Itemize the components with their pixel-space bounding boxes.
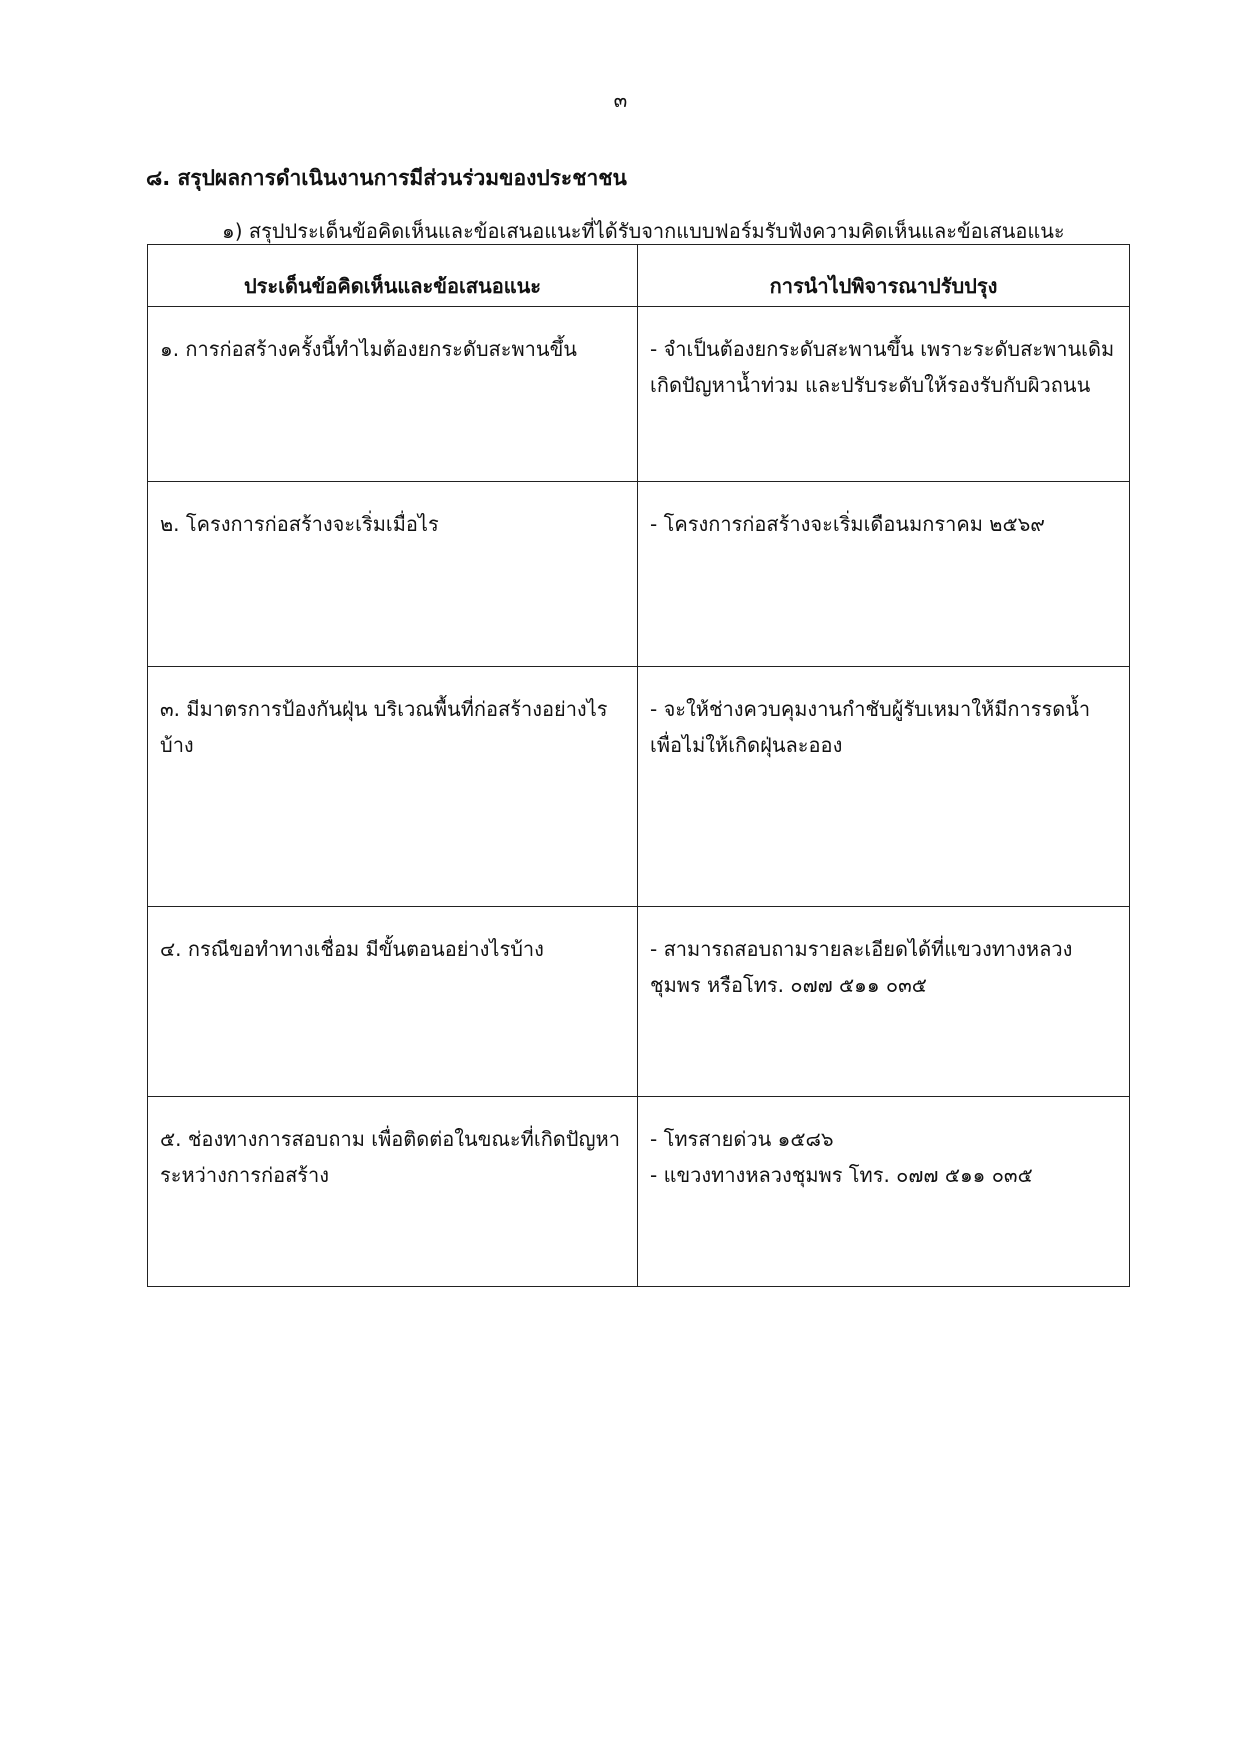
response-line: - แขวงทางหลวงชุมพร โทร. ๐๗๗ ๕๑๑ ๐๓๕ <box>650 1163 1033 1187</box>
response-cell <box>638 1097 1130 1287</box>
table-row <box>148 667 1130 907</box>
header-issues: ประเด็นข้อคิดเห็นและข้อเสนอแนะ <box>148 245 638 307</box>
response-cell <box>638 907 1130 1097</box>
summary-table <box>147 244 1130 1287</box>
response-line: - โครงการก่อสร้างจะเริ่มเดือนมกราคม ๒๕๖๙ <box>650 512 1045 536</box>
header-responses: การนำไปพิจารณาปรับปรุง <box>638 245 1130 307</box>
response-line: - สามารถสอบถามรายละเอียดได้ที่แขวงทางหลวงชุมพร หรือโทร. ๐๗๗ ๕๑๑ ๐๓๕ <box>650 937 1073 997</box>
section-heading: ๘. สรุปผลการดำเนินงานการมีส่วนร่วมของประชาชน <box>146 166 627 190</box>
response-line: - โทรสายด่วน ๑๕๘๖ <box>650 1127 834 1151</box>
table-row <box>148 307 1130 482</box>
issue-cell: ๒. โครงการก่อสร้างจะเริ่มเมื่อไร <box>148 482 638 667</box>
response-cell <box>638 307 1130 482</box>
page-number: ๓ <box>613 88 628 112</box>
issue-cell: ๕. ช่องทางการสอบถาม เพื่อติดต่อในขณะที่เกิดปัญหาระหว่างการก่อสร้าง <box>148 1097 638 1287</box>
response-line: - จะให้ช่างควบคุมงานกำชับผู้รับเหมาให้มีการรดน้ำเพื่อไม่ให้เกิดฝุ่นละออง <box>650 697 1091 757</box>
subheading: ๑) สรุปประเด็นข้อคิดเห็นและข้อเสนอแนะที่ได้รับจากแบบฟอร์มรับฟังความคิดเห็นและข้อเสนอแนะ <box>222 219 1065 243</box>
response-cell <box>638 667 1130 907</box>
issue-cell: ๓. มีมาตรการป้องกันฝุ่น บริเวณพื้นที่ก่อสร้างอย่างไรบ้าง <box>148 667 638 907</box>
issue-cell: ๔. กรณีขอทำทางเชื่อม มีขั้นตอนอย่างไรบ้าง <box>148 907 638 1097</box>
table-header-row <box>148 245 1130 307</box>
table-row <box>148 1097 1130 1287</box>
response-cell <box>638 482 1130 667</box>
table-row <box>148 482 1130 667</box>
issue-cell: ๑. การก่อสร้างครั้งนี้ทำไมต้องยกระดับสะพานขึ้น <box>148 307 638 482</box>
response-line: - จำเป็นต้องยกระดับสะพานขึ้น เพราะระดับสะพานเดิม เกิดปัญหาน้ำท่วม และปรับระดับให้รองรับกับผิวถนน <box>650 337 1115 397</box>
table-row <box>148 907 1130 1097</box>
